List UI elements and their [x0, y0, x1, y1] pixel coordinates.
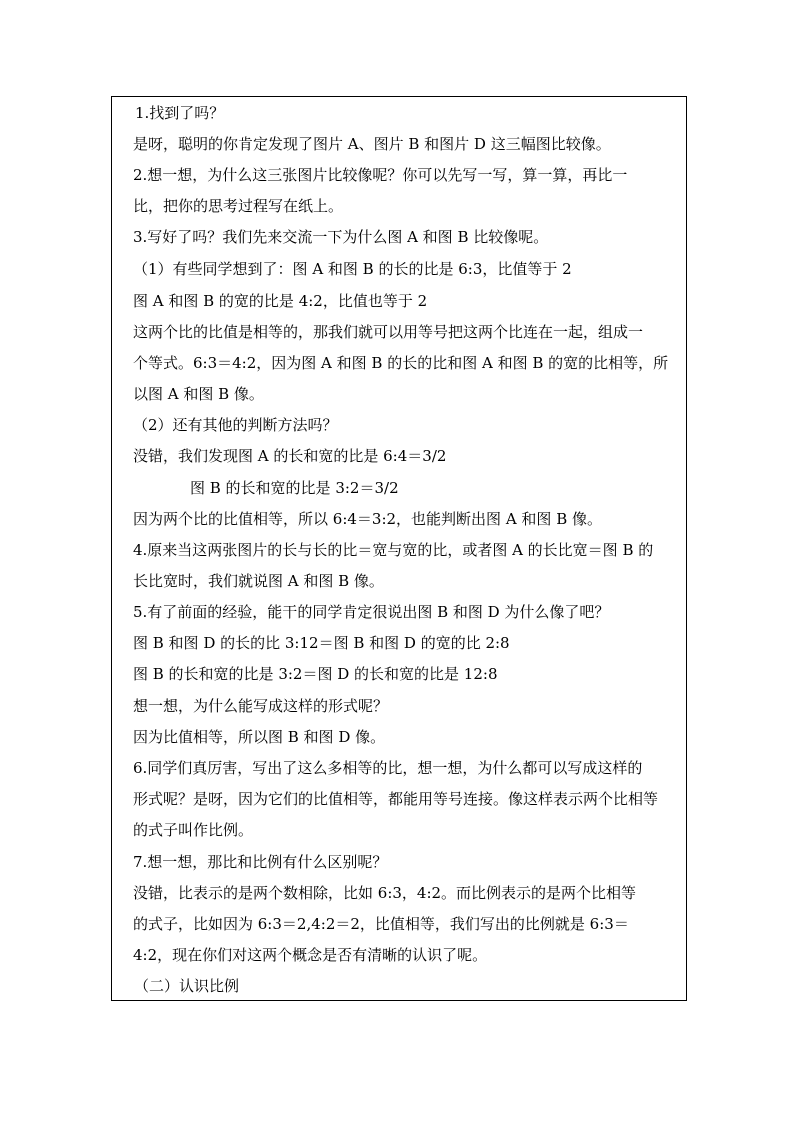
text-line-25: 7.想一想，那比和比例有什么区别呢？: [133, 853, 388, 871]
text-line-8: 这两个比的比值是相等的，那我们就可以用等号把这两个比连在一起，组成一: [133, 323, 644, 341]
text-line-22: 6.同学们真厉害，写出了这么多相等的比，想一想，为什么都可以写成这样的: [133, 759, 643, 777]
text-line-7: 图 A 和图 B 的宽的比是 4:2，比值也等于 2: [133, 292, 428, 310]
text-line-15: 4.原来当这两张图片的长与长的比＝宽与宽的比，或者图 A 的长比宽＝图 B 的: [133, 541, 654, 559]
text-line-12: 没错，我们发现图 A 的长和宽的比是 6:4＝3/2: [133, 447, 447, 465]
text-line-10: 以图 A 和图 B 像。: [133, 385, 264, 403]
text-line-23: 形式呢？是呀，因为它们的比值相等，都能用等号连接。像这样表示两个比相等: [133, 790, 659, 808]
text-line-27: 的式子，比如因为 6:3＝2,4:2＝2，比值相等，我们写出的比例就是 6:3＝: [133, 915, 629, 933]
text-line-2: 是呀，聪明的你肯定发现了图片 A、图片 B 和图片 D 这三幅图比较像。: [133, 135, 611, 153]
text-line-13: 图 B 的长和宽的比是 3:2＝3/2: [190, 479, 399, 497]
text-line-26: 没错，比表示的是两个数相除，比如 6:3，4:2。而比例表示的是两个比相等: [133, 884, 637, 902]
text-line-17: 5.有了前面的经验，能干的同学肯定很说出图 B 和图 D 为什么像了吧？: [133, 603, 610, 621]
text-line-14: 因为两个比的比值相等，所以 6:4＝3:2，也能判断出图 A 和图 B 像。: [133, 510, 602, 528]
text-line-24: 的式子叫作比例。: [133, 821, 254, 839]
text-line-29: （二）认识比例: [134, 977, 240, 995]
text-line-21: 因为比值相等，所以图 B 和图 D 像。: [133, 728, 386, 746]
text-line-1: 1.找到了吗？: [135, 104, 225, 122]
text-line-20: 想一想，为什么能写成这样的形式呢？: [133, 697, 389, 715]
text-line-9: 个等式。6:3＝4:2，因为图 A 和图 B 的长的比和图 A 和图 B 的宽的比相等，所: [133, 354, 669, 372]
text-line-5: 3.写好了吗？我们先来交流一下为什么图 A 和图 B 比较像呢。: [133, 228, 549, 246]
text-line-19: 图 B 的长和宽的比是 3:2＝图 D 的长和宽的比是 12:8: [133, 665, 498, 683]
text-line-28: 4:2，现在你们对这两个概念是否有清晰的认识了呢。: [133, 946, 488, 964]
text-line-16: 长比宽时，我们就说图 A 和图 B 像。: [133, 572, 384, 590]
text-line-11: （2）还有其他的判断方法吗？: [133, 416, 338, 434]
text-line-6: （1）有些同学想到了：图 A 和图 B 的长的比是 6:3，比值等于 2: [133, 260, 572, 278]
text-line-4: 比，把你的思考过程写在纸上。: [133, 197, 344, 215]
text-line-3: 2.想一想，为什么这三张图片比较像呢？你可以先写一写，算一算，再比一: [133, 166, 628, 184]
text-line-18: 图 B 和图 D 的长的比 3:12＝图 B 和图 D 的宽的比 2:8: [133, 634, 510, 652]
